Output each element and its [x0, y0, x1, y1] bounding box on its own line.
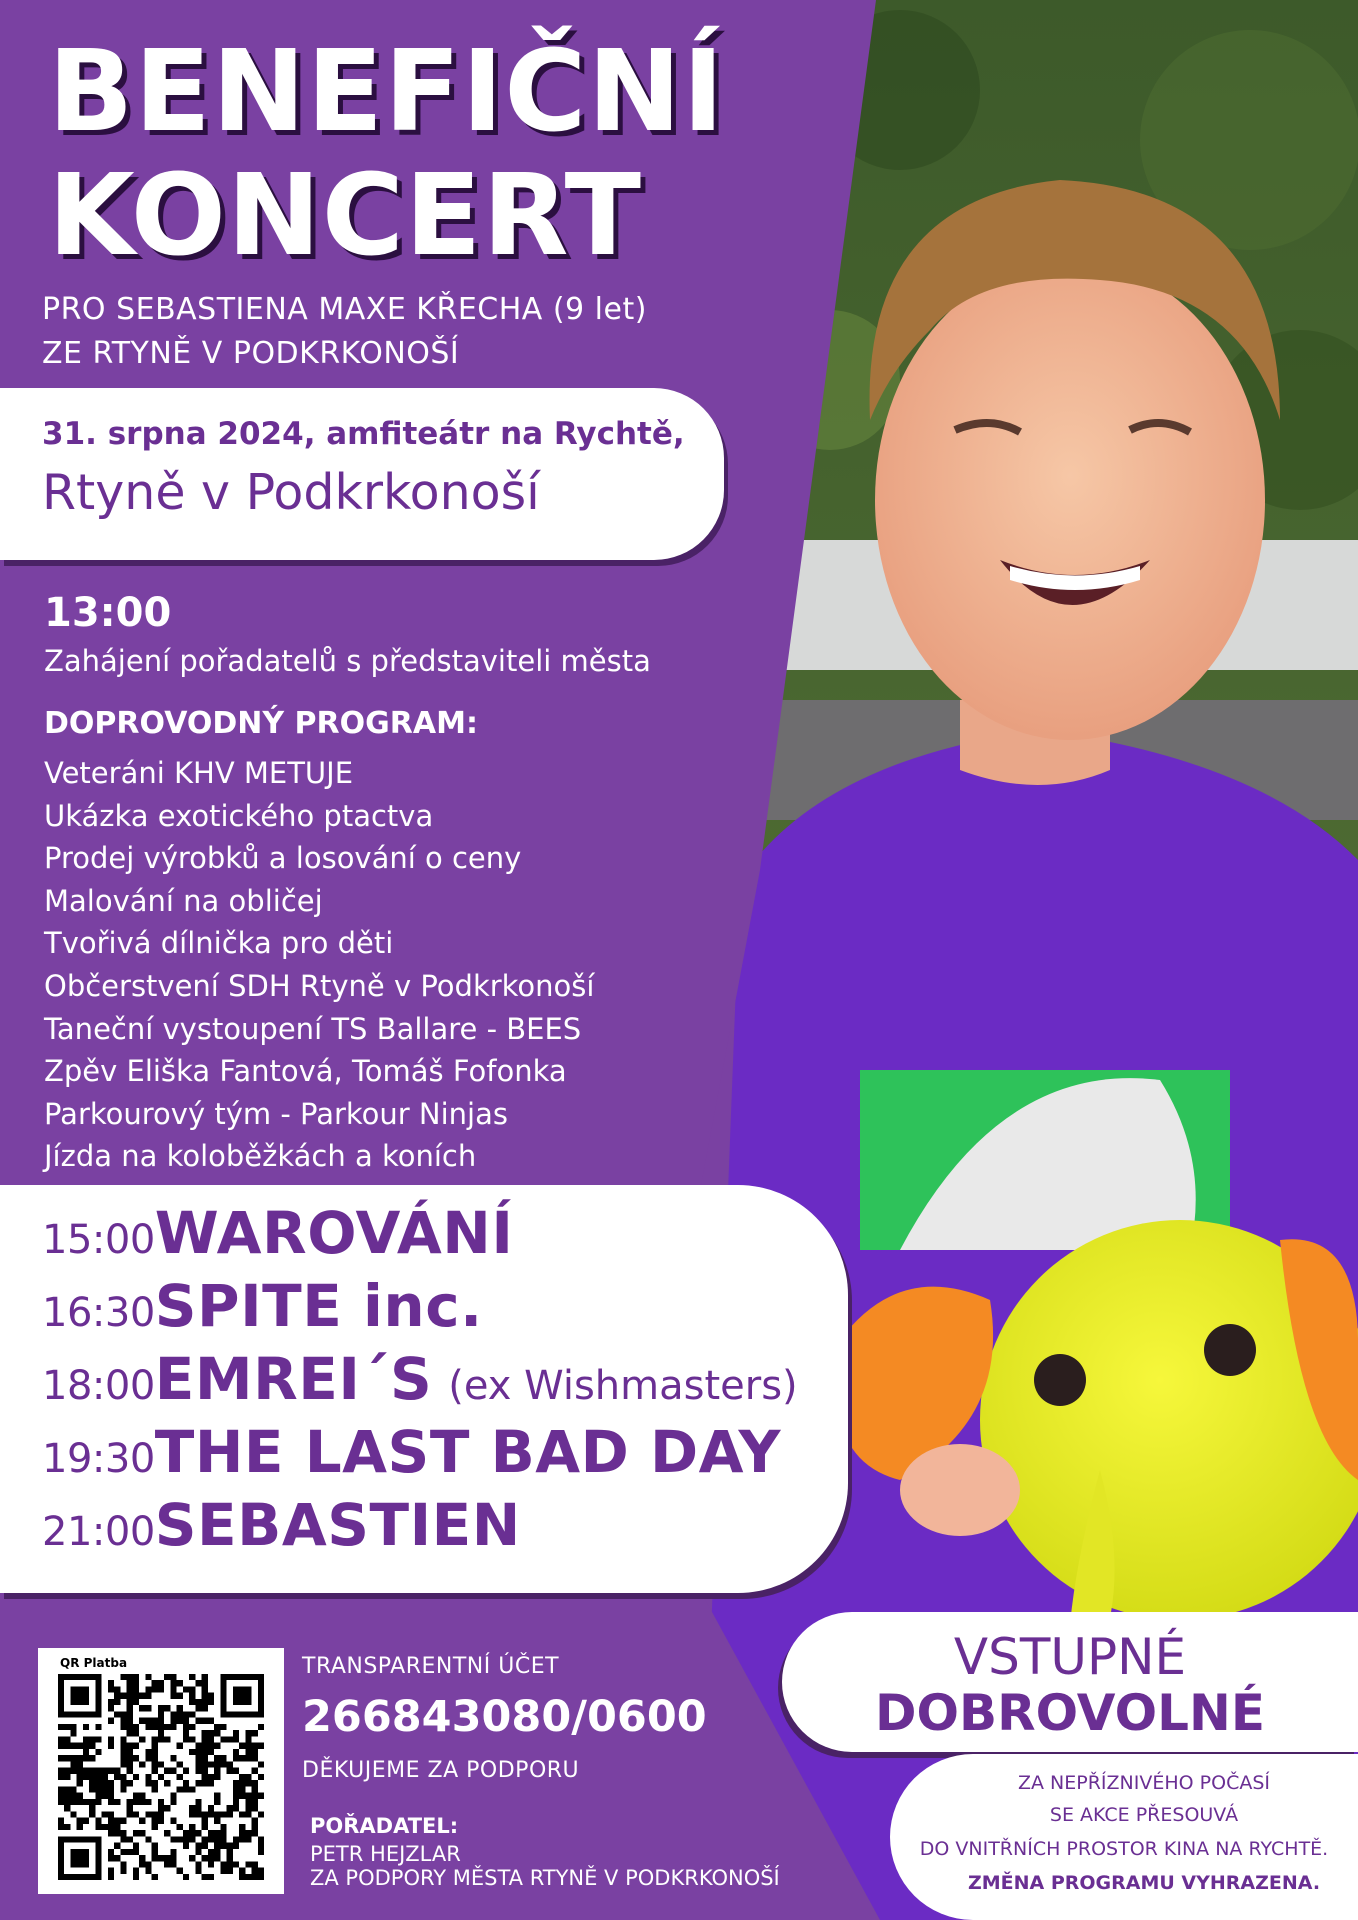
program-item: Taneční vystoupení TS Ballare - BEES	[44, 1011, 582, 1046]
qr-code[interactable]	[38, 1648, 284, 1894]
program-item: Parkourový tým - Parkour Ninjas	[44, 1096, 508, 1131]
program-item: Zpěv Eliška Fantová, Tomáš Fofonka	[44, 1054, 567, 1089]
thanks-text: DĚKUJEME ZA PODPORU	[302, 1758, 580, 1783]
weather-line-1: ZA NEPŘÍZNIVÉHO POČASÍ	[1018, 1772, 1270, 1794]
event-date-place: 31. srpna 2024, amfiteátr na Rychtě,	[42, 416, 685, 452]
program-item: Malování na obličej	[44, 883, 323, 918]
account-number: 266843080/0600	[302, 1692, 707, 1742]
lineup-time: 21:00	[42, 1509, 155, 1555]
program-item: Občerstvení SDH Rtyně v Podkrkonoší	[44, 968, 595, 1003]
weather-line-2: SE AKCE PŘESOUVÁ	[1049, 1804, 1239, 1826]
qr-code-icon	[58, 1674, 264, 1880]
lineup-row	[42, 1272, 798, 1345]
weather-notice	[890, 1754, 1358, 1920]
program-heading: DOPROVODNÝ PROGRAM:	[44, 706, 478, 741]
lineup-row	[42, 1199, 798, 1272]
lineup-band: EMREI´S	[154, 1345, 433, 1413]
lineup-banner	[0, 1185, 848, 1593]
date-banner	[0, 388, 724, 560]
lineup-row	[42, 1418, 798, 1491]
subtitle-line-2: ZE RTYNĚ V PODKRKONOŠÍ	[42, 336, 460, 371]
opening-text: Zahájení pořadatelů s představiteli města	[44, 644, 651, 678]
organizer-label: POŘADATEL:	[310, 1814, 459, 1838]
lineup-row	[42, 1345, 798, 1418]
title-line-2: KONCERT	[48, 151, 643, 281]
lineup-extra: (ex Wishmasters)	[448, 1363, 798, 1409]
entry-banner	[782, 1612, 1358, 1752]
weather-line-4: ZMĚNA PROGRAMU VYHRAZENA.	[967, 1872, 1321, 1894]
organizer-support: ZA PODPORY MĚSTA RTYNĚ V PODKRKONOŠÍ	[310, 1866, 780, 1890]
qr-label: QR Platba	[60, 1656, 128, 1670]
lineup-time: 16:30	[42, 1290, 155, 1336]
lineup-band: THE LAST BAD DAY	[154, 1418, 781, 1486]
lineup-band: SPITE inc.	[154, 1272, 483, 1340]
opening-time: 13:00	[44, 590, 172, 636]
weather-line-3: DO VNITŘNÍCH PROSTOR KINA NA RYCHTĚ.	[919, 1838, 1329, 1860]
lineup-time: 18:00	[42, 1363, 155, 1409]
lineup-row	[42, 1491, 798, 1564]
lineup-band: WAROVÁNÍ	[154, 1199, 514, 1267]
event-town: Rtyně v Podkrkonoší	[42, 464, 540, 521]
program-item: Jízda na koloběžkách a koních	[44, 1139, 477, 1174]
program-item: Ukázka exotického ptactva	[44, 798, 434, 833]
organizer-name: PETR HEJZLAR	[310, 1842, 461, 1866]
lineup-band: SEBASTIEN	[154, 1491, 521, 1559]
lineup-time: 15:00	[42, 1217, 155, 1263]
entry-line-2: DOBROVOLNÉ	[875, 1684, 1265, 1742]
lineup-list	[42, 1199, 798, 1564]
program-item: Prodej výrobků a losování o ceny	[44, 841, 522, 876]
program-list	[44, 752, 594, 1178]
subtitle-line-1: PRO SEBASTIENA MAXE KŘECHA (9 let)	[42, 292, 647, 327]
entry-line-1: VSTUPNÉ	[953, 1628, 1187, 1686]
program-item: Veteráni KHV METUJE	[44, 756, 354, 790]
title-line-1: BENEFIČNÍ	[48, 27, 725, 157]
program-item: Tvořivá dílnička pro děti	[44, 926, 394, 961]
lineup-time: 19:30	[42, 1436, 155, 1482]
account-label: TRANSPARENTNÍ ÚČET	[302, 1654, 560, 1679]
